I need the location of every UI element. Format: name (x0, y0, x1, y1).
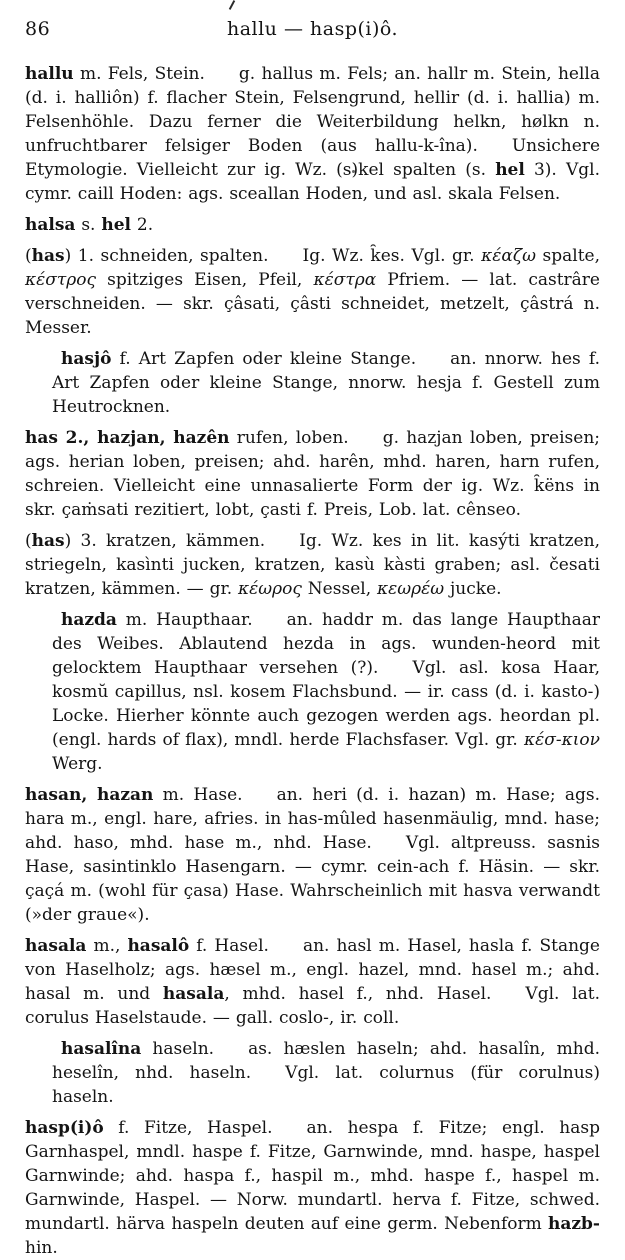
entry-text: , mhd. hasel f., nhd. Hasel. (224, 984, 492, 1004)
dictionary-entry-haspio (25, 1116, 600, 1260)
headword: hasan, hazan (25, 785, 154, 805)
dictionary-entry-has-2 (25, 426, 600, 522)
entry-text: Ig. Wz. k̑es. Vgl. gr. (302, 246, 482, 266)
entry-text: m. Hase. (153, 785, 243, 805)
entry-text: ) 3. kratzen, kämmen. (64, 531, 266, 551)
entry-text: g. hazjan loben, preisen; ags. herian loben, preisen; ahd. harên, mhd. haren, harn rufen, schreien. Vielleicht eine unnasalierte Form der ig. Wz. k̑ëns in skr. çaṁsati rezitiert, lobt, çasti f. Preis, Lob. lat. cênseo. (25, 428, 601, 520)
entry-text: s. (75, 215, 102, 235)
entry-text: ( (25, 531, 32, 551)
scan-artifact-stroke (229, 0, 235, 10)
headword: hasala (25, 936, 87, 956)
entry-text: 3). Vgl. cymr. caill Hoden: ags. sceallan Hoden, und asl. skala Felsen. (25, 160, 600, 204)
dictionary-entry-hasan (25, 783, 600, 927)
headword: halsa (25, 215, 76, 235)
headword: hasp(i)ô (25, 1118, 104, 1138)
entry-text: an. haddr m. das lange Haupthaar des Weibes. Ablautend hezda in ags. wunden-heord mit gelocktem Haupthaar versehen (?). (52, 610, 600, 678)
headword: hallu (25, 64, 74, 84)
entry-text: Vgl. asl. kosa Haar, kosmŭ capillus, nsl. kosem Flachsbund. — ir. cass (d. i. kasto-) Locke. Hierher könnte auch gezogen werden ags. heordan pl. (engl. hards of flax), mndl. herde Flachsfaser. Vgl. gr. (52, 658, 600, 750)
entry-text: m. Fels, Stein. (73, 64, 205, 84)
page-number: 86 (25, 18, 51, 40)
entry-text: Vgl. lat. corulus Haselstaude. — gall. coslo-, ir. coll. (25, 984, 600, 1028)
entry-text: an. nnorw. hes f. Art Zapfen oder kleine Stange, nnorw. hesja f. Gestell zum Heutrocknen. (52, 349, 600, 417)
entry-text: rufen, loben. (229, 428, 349, 448)
entry-text: Werg. (52, 754, 103, 774)
entry-text: an. heri (d. i. hazan) m. Hase; ags. hara m., engl. hare, afries. in has-mûled hasenmäulig, mnd. hase; ahd. haso, mhd. hase m., nhd. Hase. (25, 785, 601, 853)
entry-text: Pfriem. — lat. castrâre verschneiden. — skr. çâsati, çâsti schneidet, metzelt, çâstrá n. Messer. (25, 270, 600, 338)
entry-text: an. hasl m. Hasel, hasla f. Stange von Haselholz; ags. hæsel m., engl. hazel, mnd. hasel m.; ahd. hasal m. und (25, 936, 600, 1004)
entry-text: ( (25, 246, 32, 266)
entry-text: jucke. (444, 579, 502, 599)
entry-text: Unsichere Etymologie. Vielleicht zur ig. Wz. (s)kel spalten (s. (25, 136, 600, 180)
entries-container (25, 62, 600, 1260)
entry-text: spitziges Eisen, Pfeil, (96, 270, 314, 290)
entry-text: spalte, (535, 246, 600, 266)
greek-term: κέσ-κιον (523, 730, 600, 750)
entry-text: Ig. Wz. kes in lit. kasýti kratzen, striegeln, kasìnti jucken, kratzen, kasù kàsti graben; asl. česati kratzen, kämmen. — gr. (25, 531, 601, 599)
page-header-title: hallu — hasp(i)ô. (226, 18, 399, 40)
dictionary-entry-hallu (25, 62, 600, 206)
dictionary-entry-has-3 (25, 529, 600, 601)
entry-text: f. Hasel. (189, 936, 269, 956)
headword: hasala (162, 984, 225, 1004)
dictionary-entry-hazda (52, 608, 600, 776)
entry-text: 2. (131, 215, 154, 235)
dictionary-entry-hasalina (52, 1037, 600, 1109)
entry-text: Nessel, (301, 579, 377, 599)
greek-term: κέστρος (25, 270, 97, 290)
headword: hazb- (548, 1214, 600, 1234)
entry-text: haseln. (141, 1039, 215, 1059)
headword: hasalô (127, 936, 190, 956)
headword: hel (495, 160, 525, 180)
entry-text: f. Fitze, Haspel. (103, 1118, 273, 1138)
entry-text: ) 1. schneiden, spalten. (64, 246, 269, 266)
dictionary-entry-hasala (25, 934, 600, 1030)
headword: hel (101, 215, 131, 235)
entry-text: Vgl. altpreuss. sasnis Hase, sasintinklo Hasengarn. — cymr. cein-ach f. Häsin. — skr. çaçá m. (wohl für çasa) Hase. Wahrscheinlich mit hasva verwandt (»der graue«). (25, 833, 600, 925)
entry-text: m., (86, 936, 128, 956)
greek-term: κέωρος (238, 579, 302, 599)
entry-text: g. hallus m. Fels; an. hallr m. Stein, hella (d. i. halliôn) f. flacher Stein, Felsengrund, hellir (d. i. hallia) m. Felsenhöhle. Dazu ferner die Weiterbildung helkn, hølkn n. unfruchtbarer felsiger Boden (aus hallu-k-îna). (25, 64, 600, 156)
headword: has 2., hazjan, hazên (25, 428, 230, 448)
dictionary-entry-halsa (25, 213, 600, 237)
headword: hasjô (61, 349, 112, 369)
headword: hazda (61, 610, 117, 630)
entry-text: Vgl. lat. colurnus (für corulnus) haseln. (52, 1063, 600, 1107)
entry-text: f. Art Zapfen oder kleine Stange. (111, 349, 417, 369)
running-head (25, 18, 600, 46)
headword: has (31, 246, 65, 266)
headword: hasalîna (61, 1039, 142, 1059)
greek-term: κέαζω (481, 246, 536, 266)
entry-text: as. hæslen haseln; ahd. hasalîn, mhd. heselîn, nhd. haseln. (52, 1039, 600, 1083)
dictionary-entry-hasjo (52, 347, 600, 419)
greek-term: κεωρέω (377, 579, 445, 599)
dictionary-entry-has-1 (25, 244, 600, 340)
entry-text: m. Haupthaar. (116, 610, 253, 630)
entry-text: an. hespa f. Fitze; engl. hasp Garnhaspel, mndl. haspe f. Fitze, Garnwinde, mnd. haspe, haspel Garnwinde; ahd. haspa f., haspil m., mhd. haspe f., haspel m. Garnwinde, Haspel. — Norw. mundartl. herva f. Fitze, schwed. mundartl. härva haspeln deuten auf eine germ. Nebenform (25, 1118, 600, 1234)
headword: has (31, 531, 65, 551)
entry-text: hin. (25, 1238, 58, 1258)
greek-term: κέστρα (313, 270, 377, 290)
